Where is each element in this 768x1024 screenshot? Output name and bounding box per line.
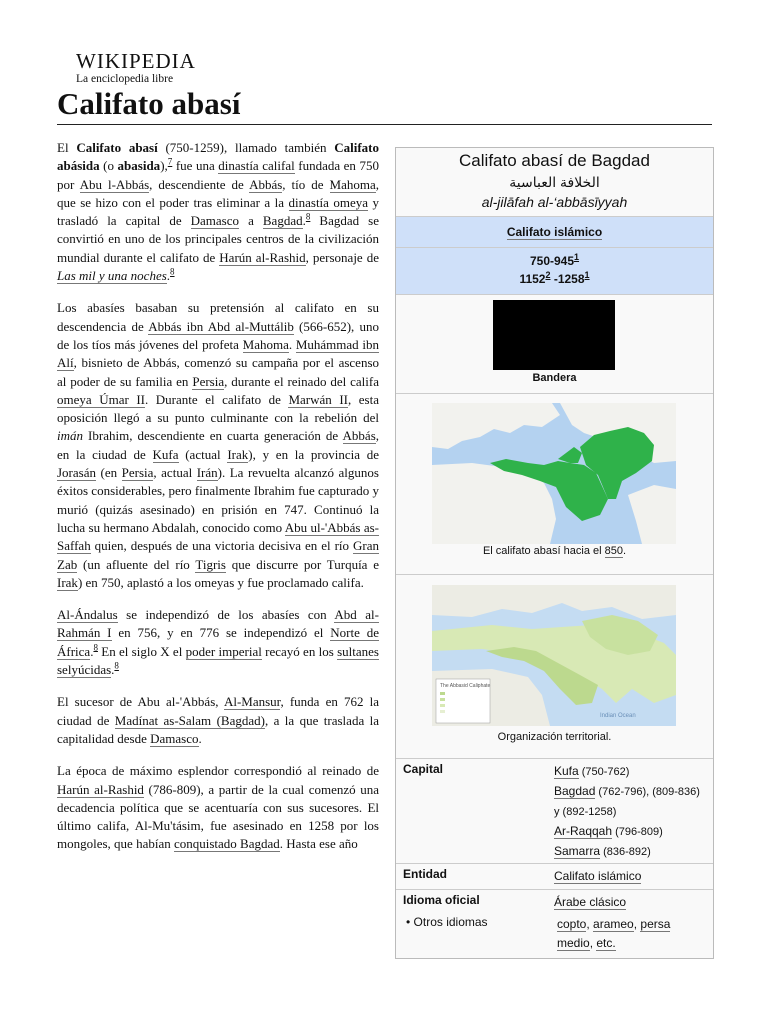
wiki-link[interactable]: Damasco	[150, 730, 199, 746]
language-link[interactable]: Árabe clásico	[554, 895, 627, 909]
year-850-link[interactable]: 850	[604, 545, 623, 557]
capital-link[interactable]: Ar-Raqqah	[554, 824, 613, 838]
infobox-dates	[396, 248, 713, 295]
wiki-link[interactable]: Muhámmad ibn Alí	[57, 336, 380, 371]
footnote-ref[interactable]: 8	[305, 211, 311, 222]
infobox-flag-section	[396, 295, 713, 394]
map1-caption-text: El califato abasí hacia el	[482, 545, 605, 557]
wiki-link[interactable]: Abu l-Abbás	[79, 176, 150, 192]
article-paragraph: La época de máximo esplendor correspondió al reinado de Harún al-Rashid (786-809), a partir de la cual comenzó una decadencia política que se acentuaría con sus sucesores. El último califa, Al-Mu'tásim, fue asesinado en 1258 por los mongoles, que habían conquistado Bagdad. Hasta ese año	[57, 763, 380, 852]
wiki-link[interactable]: Al-Ándalus	[57, 607, 118, 623]
territorial-map-image[interactable]	[432, 585, 676, 726]
wiki-link[interactable]: Mahoma	[242, 336, 289, 352]
map1-caption-end: .	[622, 545, 627, 557]
infobox-transliteration: al-jilāfah al-‘abbāsīyyah	[481, 194, 628, 210]
footnote-ref[interactable]: 2	[545, 270, 551, 280]
wiki-link[interactable]: Bagdad	[262, 213, 303, 229]
capital-label: Capital	[403, 762, 444, 776]
capital-years: (762-796), (809-836) y (892-1258)	[554, 786, 700, 818]
infobox-row-entity	[396, 864, 713, 890]
entity-label: Entidad	[403, 867, 447, 881]
wiki-link[interactable]: Irak	[57, 574, 78, 590]
map1-caption	[396, 545, 713, 557]
footnote-ref[interactable]: 8	[170, 266, 175, 277]
map-legend-title: The Abbasid Caliphate	[440, 683, 491, 689]
article-paragraph: Los abasíes basaban su pretensión al califato en su descendencia de Abbás ibn Abd al-Muttálib (566-652), uno de los tíos más jóvenes del profeta Mahoma. Muhámmad ibn Alí, bisnieto de Abbás, comenzó su campaña por el ascenso al poder de su familia en Persia, durante el reinado del califa omeya Úmar II. Durante el califato de Marwán II, esta oposición llegó a su punto culminante con la rebelión del imán Ibrahim, descendiente en cuarta generación de Abbás, en la ciudad de Kufa (actual Irak), y en la provincia de Jorasán (en Persia, actual Irán). La revuelta alcanzó algunos éxitos considerables, pero finalmente Ibrahim fue capturado y murió (quizás asesinado) en prisión en 747. Continuó la lucha su hermano Abdalah, conocido como Abu ul-'Abbás as-Saffah quien, después de una victoria decisiva en el río Gran Zab (un afluente del río Tigris que discurre por Turquía e Irak) en 750, aplastó a los omeyas y fue proclamado califa.	[57, 300, 380, 590]
infobox-map2-section	[396, 575, 713, 759]
type-link[interactable]: Califato islámico	[506, 225, 603, 239]
wiki-link[interactable]: poder imperial	[185, 643, 262, 659]
bold-term: Califato abásida	[57, 140, 379, 174]
flag-image[interactable]	[493, 300, 615, 370]
capital-years: (836-892)	[600, 846, 651, 858]
wiki-link[interactable]: Damasco	[190, 213, 240, 229]
other-languages-label: • Otros idiomas	[406, 915, 488, 929]
dates-line2-start: 1152	[519, 272, 546, 286]
infobox-arabic-name: الخلافة العباسية	[509, 174, 600, 190]
wiki-link[interactable]: sultanes	[337, 643, 379, 659]
wiki-link[interactable]: Abbás ibn Abd al-Muttálib	[148, 318, 294, 334]
capital-item	[554, 842, 707, 862]
footnote-ref[interactable]: 8	[114, 660, 119, 671]
wiki-link[interactable]: Irak	[227, 446, 249, 462]
footnote-ref[interactable]: 7	[167, 156, 173, 167]
footnote-ref[interactable]: 8	[93, 642, 98, 653]
title-divider	[57, 124, 712, 125]
infobox	[395, 147, 714, 959]
capital-years: (750-762)	[578, 766, 630, 778]
capital-item	[554, 782, 707, 822]
wiki-link[interactable]: Kufa	[152, 446, 179, 462]
footnote-ref[interactable]: 1	[584, 270, 590, 280]
wiki-link[interactable]: dinastía califal	[218, 158, 295, 174]
footnote-ref[interactable]: 1	[574, 252, 580, 262]
capital-link[interactable]: Samarra	[554, 844, 601, 858]
wiki-link[interactable]: Marwán II	[288, 391, 348, 407]
language-link-persa-medio[interactable]: persa medio	[557, 917, 671, 950]
wiki-link[interactable]: Harún al-Rashid	[219, 249, 306, 265]
wiki-link[interactable]: omeya Úmar II	[57, 391, 145, 407]
language-link-etc[interactable]: etc.	[596, 936, 616, 950]
bold-term: abasida	[117, 158, 161, 174]
page-title: Califato abasí	[57, 86, 241, 121]
article-body	[57, 139, 379, 868]
wiki-link[interactable]: Al-Mansur	[223, 694, 281, 710]
map-850-image[interactable]	[432, 403, 676, 544]
wiki-link[interactable]: Tigris	[195, 556, 226, 572]
wiki-link[interactable]: Abbás	[249, 176, 283, 192]
logo-subtitle: La enciclopedia libre	[76, 73, 174, 85]
wiki-link[interactable]: Abu ul-'Abbás as-Saffah	[57, 519, 379, 554]
capital-years: (796-809)	[612, 826, 663, 838]
infobox-row-language	[396, 890, 713, 912]
dates-line1: 750-945	[529, 254, 575, 268]
wiki-link[interactable]: dinastía omeya	[288, 194, 369, 210]
italic-term: imán	[57, 428, 83, 444]
wiki-link[interactable]: Persia	[121, 465, 154, 481]
infobox-header	[396, 148, 713, 217]
language-link-copto[interactable]: copto	[557, 917, 587, 931]
capital-link[interactable]: Bagdad	[554, 784, 596, 798]
map-sea-label: Indian Ocean	[600, 713, 636, 719]
article-paragraph: El Califato abasí (750-1259), llamado también Califato abásida (o abasida),$^7$ fue una dinastía califal fundada en 750 por Abu l-Abbás, descendiente de Abbás, tío de Mahoma, que se hizo con el poder tras eliminar a la dinastía omeya y trasladó la capital de Damasco a Bagdad.$^8$ Bagdad se convirtió en uno de los principales centros de la civilización mundial durante el califato de Harún al-Rashid, personaje de Las mil y una noches.$^8$	[57, 140, 379, 284]
capital-link[interactable]: Kufa	[554, 764, 579, 778]
capital-item	[554, 822, 707, 842]
wiki-link[interactable]: Las mil y una noches	[57, 268, 167, 284]
flag-caption: Bandera	[532, 372, 577, 384]
wiki-link[interactable]: conquistado Bagdad	[173, 836, 280, 852]
wiki-link[interactable]: Abd al-Rahmán I	[57, 607, 379, 641]
wiki-link[interactable]: Gran Zab	[57, 538, 379, 572]
wiki-link[interactable]: Mahoma	[329, 176, 376, 192]
bold-term: Califato abasí	[76, 140, 158, 155]
wikipedia-logo[interactable]	[76, 50, 196, 86]
logo-title: WIKIPEDIA	[76, 49, 196, 73]
infobox-type	[396, 217, 713, 248]
article-paragraph: Al-Ándalus se independizó de los abasíes con Abd al-Rahmán I en 756, y en 776 se independizó el Norte de África.$^8$ En el siglo X el poder imperial recayó en los sultanes selyúcidas.$^8$	[57, 607, 379, 678]
wiki-link[interactable]: Persia	[192, 373, 225, 389]
wiki-link[interactable]: Harún al-Rashid	[57, 781, 144, 797]
wiki-link[interactable]: Madínat as-Salam (Bagdad)	[114, 712, 265, 728]
wiki-link[interactable]: Jorasán	[57, 465, 96, 481]
language-label: Idioma oficial	[403, 893, 480, 907]
wiki-link[interactable]: Norte de África	[57, 625, 379, 659]
dates-line2-end: -1258	[550, 272, 585, 286]
wiki-link[interactable]: selyúcidas	[57, 662, 112, 678]
capital-item	[554, 762, 707, 782]
article-paragraph: El sucesor de Abu al-'Abbás, Al-Mansur, funda en 762 la ciudad de Madínat as-Salam (Bagdad), a la que traslada la capitalidad desde Damasco.	[57, 694, 380, 746]
infobox-row-other-languages	[396, 912, 713, 956]
infobox-row-capital	[396, 759, 713, 864]
capital-list	[554, 762, 707, 860]
wiki-link[interactable]: Irán	[196, 465, 218, 481]
entity-link[interactable]: Califato islámico	[554, 869, 642, 883]
infobox-title: Califato abasí de Bagdad	[459, 151, 650, 170]
infobox-map1-section	[396, 394, 713, 575]
wiki-link[interactable]: Abbás	[342, 428, 376, 444]
other-languages-list: copto, arameo, persa medio, etc.	[557, 917, 671, 950]
language-link-arameo[interactable]: arameo	[593, 917, 634, 931]
map2-caption: Organización territorial.	[497, 731, 612, 743]
